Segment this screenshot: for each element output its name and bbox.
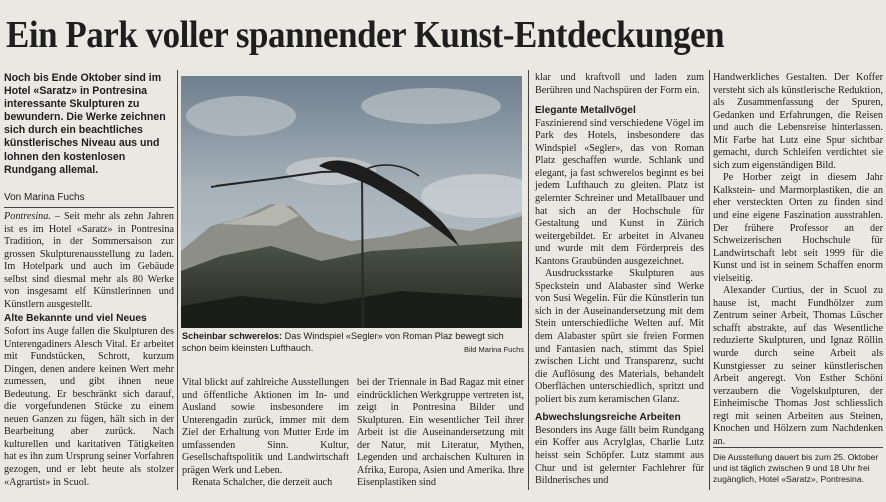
subheading-abwechslungsreiche-arbeiten: Abwechslungsreiche Arbeiten bbox=[535, 412, 681, 424]
paragraph: Besonders ins Auge fällt beim Rundgang ein Koffer aus Acrylglas, Charlie Lutz heisst sein Schöpfer. Lutz stammt aus Chur und ist gelernter Fachlehrer für Bildnerisches und bbox=[535, 424, 704, 487]
paragraph: Vital blickt auf zahlreiche Ausstellungen und öffentliche Aktionen im In- und Ausland sowie insbesondere im Unterengadin zurück, immer mit dem Ziel der Erhaltung von Mutter Erde im umfassenden Sinn. Kultur, Gesellschaftspolitik und Landwirtschaft prägen Werk und Leben. bbox=[182, 377, 349, 476]
byline-rule bbox=[4, 207, 174, 208]
intro-paragraph: Pontresina. – Seit mehr als zehn Jahren ist es im Hotel «Saratz» in Pontresina Tradition, in der Sommersaison zur grossen Skulpturenausstellung zu laden. Im Hotelpark und auch im Gebäude selbst sind diesmal mehr als 80 Werke von insgesamt elf Künstlerinnen und Künstlern ausgestellt. bbox=[4, 211, 174, 310]
column-4 bbox=[713, 72, 883, 448]
paragraph: bei der Triennale in Bad Ragaz mit einer eindrücklichen Werkgruppe vertreten ist, zeigt in Pontresina Bilder und Skulpturen. Ein wesentlicher Teil ihrer Arbeit ist die Auseinandersetzung mit der Natur, mit Literatur, Mythen, Legenden und archaischen Kulturen in Afrika, Europa, Asien und Amerika. Ihre Eisenplastiken sind bbox=[357, 377, 524, 489]
paragraph: Handwerkliches Gestalten. Der Koffer versteht sich als künstlerische Reduktion, als Zusammenfassung der Spuren, Gedanken und Erfahrungen, die Reisen und auch die Lebensreise hinterlassen. Mit Farbe hat Lutz eine Spur sichtbar gemacht, durch Schleifen verdichtet sie sich zum eigenständigen Bild. bbox=[713, 72, 883, 171]
headline: Ein Park voller spannender Kunst-Entdeckungen bbox=[6, 14, 725, 56]
paragraph: Faszinierend sind verschiedene Vögel im Park des Hotels, insbesondere das Windspiel «Segler», das von Roman Platz geschaffen wurde. Schlank und elegant, ja fast schwerelos beginnt es bei jedem Lufthauch zu gleiten. Platz ist gelernter Schreiner und Metallbauer und hat sich an der Hochschule für Gestaltung und Kunst in Zürich weitergebildet. Er arbeitet in Alvaneu und wurde mit dem Förderpreis des Kantons Graubünden ausgezeichnet. bbox=[535, 117, 704, 267]
sculpture-photo bbox=[181, 76, 522, 328]
byline: Von Marina Fuchs bbox=[4, 192, 85, 203]
column-2a bbox=[182, 377, 349, 490]
subheading-alte-bekannte: Alte Bekannte und viel Neues bbox=[4, 313, 147, 325]
column-rule bbox=[528, 70, 529, 490]
paragraph: Alexander Curtius, der in Scuol zu hause ist, macht Fundhölzer zum Zentrum seiner Arbeit, Thomas Lüscher schafft abstrakte, auf das Wesentliche reduzierte Skulpturen, und Ignaz Röllin wurde durch seine Arbeit als Kunstgiesser zu seiner künstlerischen Arbeit angeregt. Von Esther Schöni verzaubern die Vogelskulpturen, der Einheimische Thomas Jost schliesslich regt mit seinen Arbeiten aus Steinen, Knochen und Hölzern zum Nachdenken an. bbox=[713, 285, 883, 447]
column-2b bbox=[357, 377, 524, 490]
paragraph: Renata Schalcher, die derzeit auch bbox=[192, 477, 333, 489]
column-3 bbox=[535, 72, 704, 488]
lede: Noch bis Ende Oktober sind im Hotel «Saratz» in Pontresina interessante Skulpturen zu bewundern. Die Werke zeichnen sich durch ein beachtliches künstlerisches Niveau aus und lohnen den kostenlosen Rundgang allemal. bbox=[4, 72, 166, 176]
windspiel-segler-image bbox=[181, 76, 522, 328]
column-rule bbox=[177, 70, 178, 490]
paragraph: Ausdrucksstarke Skulpturen aus Speckstein und Alabaster sind Werke von Susi Wegelin. Für die Künstlerin tun sich in der Auseinandersetzung mit dem Stein unterschiedliche Welten auf. Mit dem Alabaster spürt sie freien Formen und Fantasien nach, stimmt das Spiel zwischen Licht und Transparenz, sucht die Auflösung des Materials, behandelt Oberflächen unterschiedlich, spritzt und poliert bis zum keramischen Glanz. bbox=[535, 268, 704, 405]
exhibition-note: Die Ausstellung dauert bis zum 25. Oktober und ist täglich zwischen 9 und 18 Uhr frei zugänglich, Hotel «Saratz», Pontresina. bbox=[713, 452, 879, 484]
note-rule bbox=[713, 447, 883, 448]
photo-caption: Scheinbar schwerelos: Das Windspiel «Segler» von Roman Plaz bewegt sich schon beim kleinsten Lufthauch. Bild Marina Fuchs bbox=[182, 331, 524, 354]
column-1 bbox=[4, 211, 174, 489]
column-rule bbox=[709, 70, 710, 490]
paragraph: klar und kraftvoll und laden zum Berühren und Nachspüren der Form ein. bbox=[535, 72, 704, 96]
dateline: Pontresina. bbox=[4, 211, 51, 222]
photo-credit: Bild Marina Fuchs bbox=[463, 344, 524, 354]
paragraph: Sofort ins Auge fallen die Skulpturen des Unterengadiners Alesch Vital. Er arbeitet mit Fundstücken, Schrott, kurzum Dingen, denen andere keinen Wert mehr zumessen, und gibt ihnen neue Bedeutung. Er beschränkt sich darauf, die vorgefundenen Stücke zu einem neuen Ganzen zu fügen, hält sich in der Bearbeitung aber zurück. Nach kulturellen und karitativen Tätigkeiten hat es ihn zum Ursprung seiner Vorfahren gezogen, und er lebt heute als stolzer «Agrartist» in Scuol. bbox=[4, 325, 174, 488]
subheading-elegante-metallvoegel: Elegante Metallvögel bbox=[535, 105, 636, 117]
paragraph: Pe Horber zeigt in diesem Jahr Kalkstein- und Marmorplastiken, die an eher versteckten Orten zu finden sind und eine eigene Faszination ausstrahlen. Der frühere Professor an der Schweizerischen Hochschule für Landwirtschaft lebt seit 1999 für die Kunst und ist in seinem Schaffen enorm vielseitig. bbox=[713, 172, 883, 284]
